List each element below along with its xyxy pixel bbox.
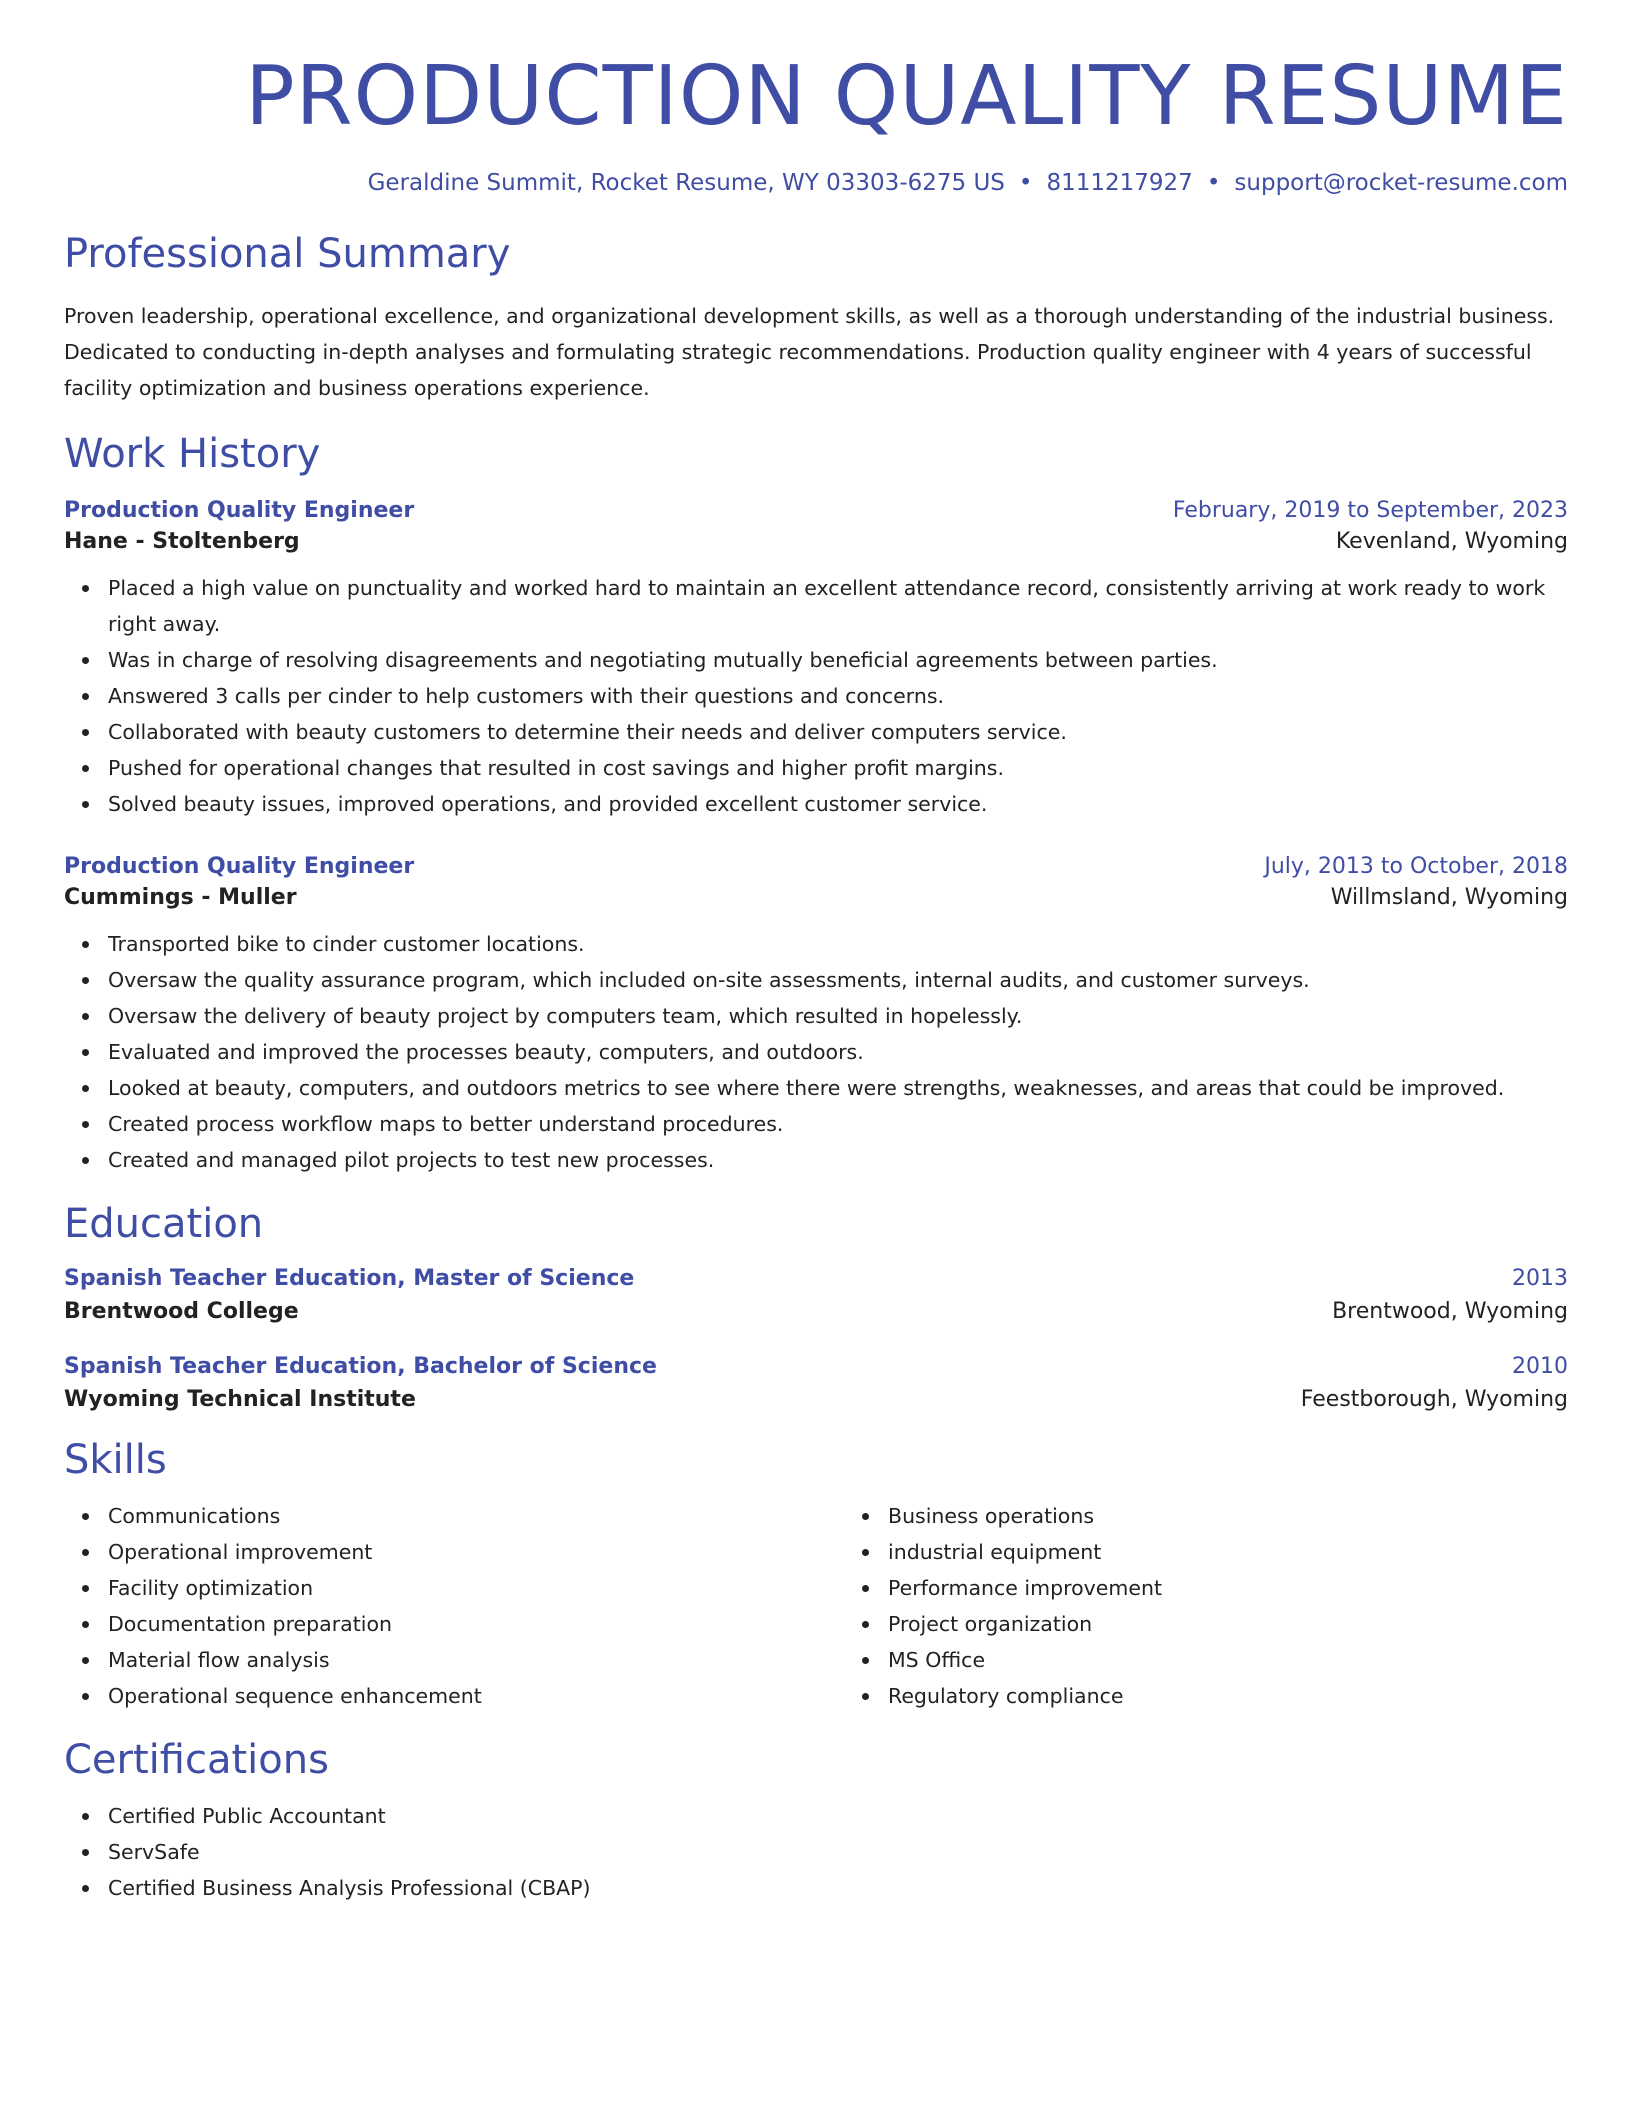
list-item: Solved beauty issues, improved operations, and provided excellent customer service. [108, 786, 1568, 822]
skills-grid [64, 1498, 1568, 1714]
contact-separator: • [1206, 170, 1221, 197]
job-dates: February, 2019 to September, 2023 [1172, 498, 1568, 524]
skill-item: Communications [108, 1498, 844, 1534]
education-school-row [64, 1299, 1568, 1324]
contact-email[interactable]: support@rocket-resume.com [1234, 170, 1568, 197]
certification-item: ServSafe [108, 1834, 1568, 1870]
skill-item: Operational improvement [108, 1534, 844, 1570]
education-section [64, 1200, 1568, 1412]
education-year: 2013 [1512, 1266, 1568, 1292]
list-item: Transported bike to cinder customer locations. [108, 926, 1568, 962]
skill-item: Facility optimization [108, 1570, 844, 1606]
list-item: Pushed for operational changes that resulted in cost savings and higher profit margins. [108, 750, 1568, 786]
education-entry [64, 1354, 1568, 1412]
summary-section [64, 230, 1568, 406]
work-history-heading: Work History [64, 431, 321, 478]
job-company-row [64, 885, 1568, 910]
skills-left-column [64, 1498, 844, 1714]
resume-title: PRODUCTION QUALITY RESUME [245, 49, 1568, 144]
work-history-section [64, 430, 1568, 1178]
list-item: Created process workflow maps to better understand procedures. [108, 1106, 1568, 1142]
list-item: Oversaw the delivery of beauty project by computers team, which resulted in hopelessly. [108, 998, 1568, 1034]
summary-text: Proven leadership, operational excellence, and organizational development skills, as well as a thorough understanding of the industrial business. Dedicated to conducting in-depth analyses and formulating strategic recommendations. Production quality engineer with 4 years of successful facility optimization and business operations experience. [64, 304, 1555, 401]
education-header-row [64, 1354, 1568, 1379]
certifications-list [64, 1798, 1568, 1906]
job-header-row [64, 498, 1568, 523]
certification-item: Certified Business Analysis Professional (CBAP) [108, 1870, 1568, 1906]
list-item: Oversaw the quality assurance program, which included on-site assessments, internal audits, and customer surveys. [108, 962, 1568, 998]
education-entry [64, 1266, 1568, 1324]
list-item: Was in charge of resolving disagreements and negotiating mutually beneficial agreements between parties. [108, 642, 1568, 678]
education-school-row [64, 1387, 1568, 1412]
list-item: Evaluated and improved the processes beauty, computers, and outdoors. [108, 1034, 1568, 1070]
contact-address: Geraldine Summit, Rocket Resume, WY 03303-6275 US [367, 170, 1005, 197]
skill-item: Material flow analysis [108, 1642, 844, 1678]
list-item: Placed a high value on punctuality and worked hard to maintain an excellent attendance record, consistently arriving at work ready to work right away. [108, 570, 1568, 642]
skill-item: Project organization [888, 1606, 1624, 1642]
job-bullets [64, 570, 1568, 822]
skills-section [64, 1436, 1568, 1714]
job-title: Production Quality Engineer [64, 498, 415, 524]
certifications-section [64, 1736, 1568, 1906]
job-location: Kevenland, Wyoming [1335, 529, 1568, 555]
contact-separator: • [1018, 170, 1033, 197]
skill-item: industrial equipment [888, 1534, 1624, 1570]
job-location: Willmsland, Wyoming [1330, 885, 1568, 911]
skill-item: Documentation preparation [108, 1606, 844, 1642]
contact-line [64, 170, 1568, 196]
skills-heading: Skills [64, 1437, 167, 1484]
job-entry [64, 854, 1568, 1178]
skill-item: Business operations [888, 1498, 1624, 1534]
education-location: Brentwood, Wyoming [1332, 1299, 1568, 1325]
skill-item: Operational sequence enhancement [108, 1678, 844, 1714]
education-header-row [64, 1266, 1568, 1291]
education-school: Brentwood College [64, 1299, 299, 1325]
skills-right-column [844, 1498, 1624, 1714]
certification-item: Certified Public Accountant [108, 1798, 1568, 1834]
certifications-heading: Certifications [64, 1737, 329, 1784]
job-bullets [64, 926, 1568, 1178]
job-company-row [64, 529, 1568, 554]
job-company: Hane - Stoltenberg [64, 529, 300, 555]
skill-item: Performance improvement [888, 1570, 1624, 1606]
education-degree: Spanish Teacher Education, Bachelor of Science [64, 1354, 657, 1380]
job-entry [64, 498, 1568, 822]
list-item: Answered 3 calls per cinder to help customers with their questions and concerns. [108, 678, 1568, 714]
education-heading: Education [64, 1201, 264, 1248]
job-dates: July, 2013 to October, 2018 [1264, 854, 1568, 880]
list-item: Looked at beauty, computers, and outdoors metrics to see where there were strengths, weaknesses, and areas that could be improved. [108, 1070, 1568, 1106]
job-title: Production Quality Engineer [64, 854, 415, 880]
job-header-row [64, 854, 1568, 879]
education-year: 2010 [1512, 1354, 1568, 1380]
education-school: Wyoming Technical Institute [64, 1387, 416, 1413]
education-location: Feestborough, Wyoming [1300, 1387, 1568, 1413]
list-item: Created and managed pilot projects to test new processes. [108, 1142, 1568, 1178]
list-item: Collaborated with beauty customers to determine their needs and deliver computers service. [108, 714, 1568, 750]
summary-heading: Professional Summary [64, 231, 511, 278]
education-degree: Spanish Teacher Education, Master of Science [64, 1266, 635, 1292]
skill-item: Regulatory compliance [888, 1678, 1624, 1714]
skill-item: MS Office [888, 1642, 1624, 1678]
job-company: Cummings - Muller [64, 885, 297, 911]
contact-phone: 8111217927 [1046, 170, 1193, 197]
